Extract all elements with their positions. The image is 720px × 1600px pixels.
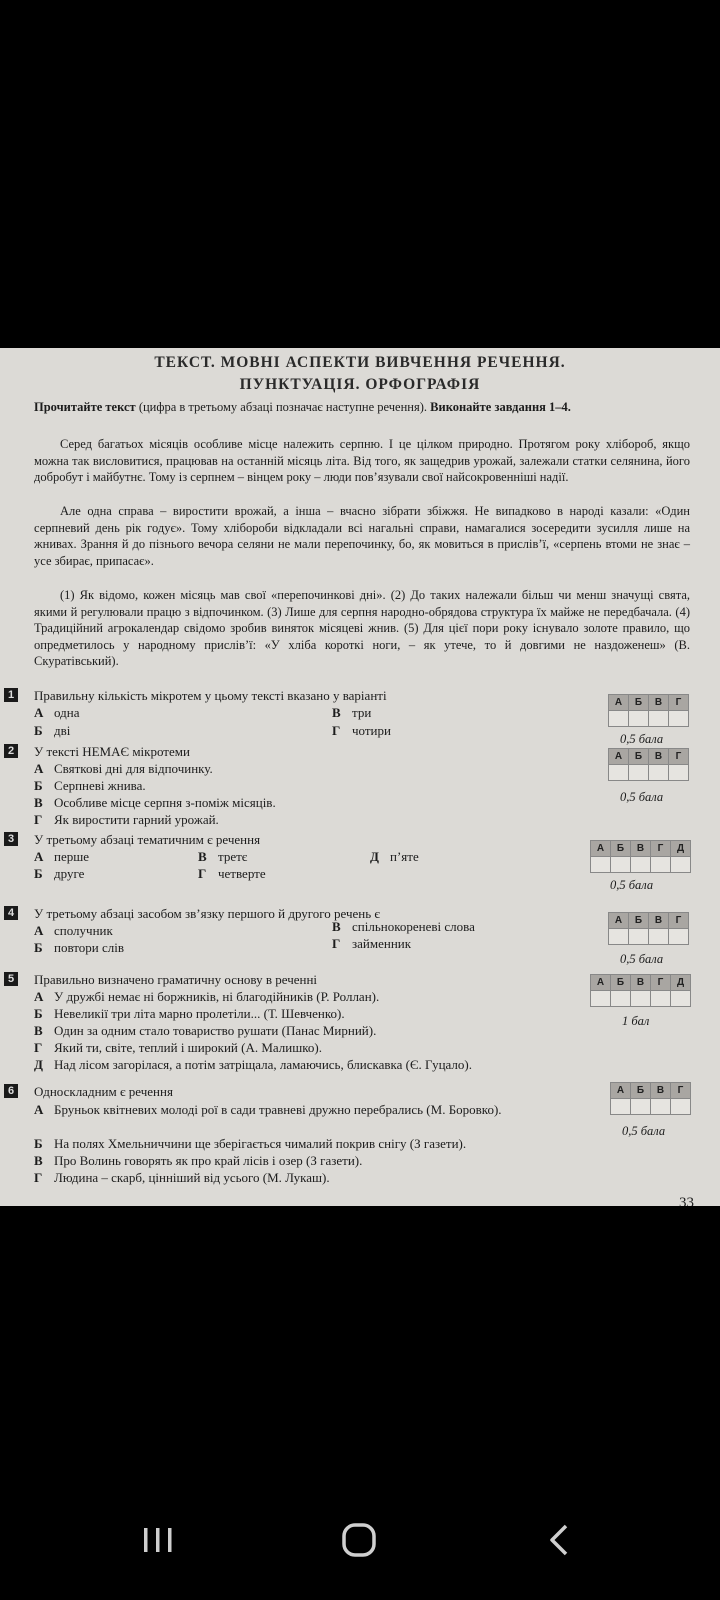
option-v: В третє (198, 849, 248, 864)
option-a: А одна (34, 705, 80, 720)
question-text: Односкладним є речення (34, 1084, 173, 1099)
option-b: Б Серпневі жнива. (34, 778, 146, 793)
option-a: А У дружбі немає ні боржників, ні благодійників (Р. Роллан). (34, 989, 380, 1004)
option-g: Г Як виростити гарний урожай. (34, 812, 219, 827)
answer-cell[interactable] (591, 991, 611, 1007)
answer-grid: А Б В Г (608, 912, 689, 945)
answer-grid: А Б В Г Д (590, 974, 691, 1007)
question-number: 6 (4, 1084, 18, 1098)
answer-cell[interactable] (671, 991, 691, 1007)
question-text: У третьому абзаці тематичним є речення (34, 832, 261, 847)
answer-cell[interactable] (669, 929, 689, 945)
answer-cell[interactable] (629, 711, 649, 727)
instructions: Прочитайте текст (цифра в третьому абзаці позначає наступне речення). Виконайте завдання 1–4. (34, 400, 571, 414)
option-a: А Бруньок квітневих молоді рої в сади травневі дружно перебрались (М. Боровко). (34, 1102, 502, 1117)
question-number: 2 (4, 744, 18, 758)
answer-cell[interactable] (651, 991, 671, 1007)
points: 0,5 бала (620, 790, 664, 804)
option-g: Г четверте (198, 866, 266, 881)
answer-cell[interactable] (671, 857, 691, 873)
answer-cell[interactable] (609, 929, 629, 945)
answer-cell[interactable] (631, 1099, 651, 1115)
option-a: А перше (34, 849, 90, 864)
option-b: Б друге (34, 866, 85, 881)
option-g: Г чотири (332, 723, 391, 738)
answer-grid: А Б В Г (608, 694, 689, 727)
question-number: 4 (4, 906, 18, 920)
answer-cell[interactable] (651, 857, 671, 873)
option-g: Г займенник (332, 936, 412, 951)
answer-cell[interactable] (629, 765, 649, 781)
points: 0,5 бала (620, 732, 664, 746)
text-paragraph-2: Але одна справа – виростити врожай, а інша – вчасно зібрати збіжжя. Не випадково в народі казали: «Один серпневий день рік годує». Тому хлібороби відкладали всі нагальні справи, намагалися зосередити зусилля лише на жнивах. Зрання й до пізнього вечора селяни не мали перепочинку, бо, як мовиться в прислів’ї, «серпень втоми не знає – усе збирає, припасає». (34, 504, 690, 568)
option-d: Д Над лісом загорілася, а потім затріщала, ламаючись, блискавка (Є. Гуцало). (34, 1057, 472, 1072)
answer-cell[interactable] (631, 991, 651, 1007)
answer-cell[interactable] (649, 765, 669, 781)
option-b: Б дві (34, 723, 71, 738)
question-text: У тексті НЕМАЄ мікротеми (34, 744, 190, 759)
points: 0,5 бала (622, 1124, 666, 1138)
question-text: Правильну кількість мікротем у цьому тексті вказано у варіанті (34, 688, 387, 703)
points: 1 бал (622, 1014, 650, 1028)
option-a: А Святкові дні для відпочинку. (34, 761, 213, 776)
points: 0,5 бала (610, 878, 654, 892)
option-v: В три (332, 705, 372, 720)
option-g: Г Який ти, світе, теплий і широкий (А. Малишко). (34, 1040, 322, 1055)
page-number: 33 (679, 1195, 694, 1206)
option-b: Б На полях Хмельниччини ще зберігається чималий покрив снігу (З газети). (34, 1136, 467, 1151)
text-paragraph-1: Серед багатьох місяців особливе місце належить серпню. І це цілком природно. Протягом року хлібороб, якщо можна так висловитися, працював на останній місяць літа. Від того, як защедрив урожай, залежали статки селянина, його добробут і майбутнє. Тому із серпнем – вінцем року – люди пов’язували свої найсокровенніші надії. (34, 437, 690, 484)
answer-cell[interactable] (669, 765, 689, 781)
question-number: 5 (4, 972, 18, 986)
option-a: А сполучник (34, 923, 113, 938)
option-b: Б Невеликії три літа марно пролетіли... (Т. Шевченко). (34, 1006, 345, 1021)
answer-cell[interactable] (649, 711, 669, 727)
answer-cell[interactable] (671, 1099, 691, 1115)
answer-cell[interactable] (611, 857, 631, 873)
answer-cell[interactable] (669, 711, 689, 727)
question-text: Правильно визначено граматичну основу в реченні (34, 972, 318, 987)
answer-cell[interactable] (611, 1099, 631, 1115)
answer-cell[interactable] (611, 991, 631, 1007)
answer-cell[interactable] (609, 765, 629, 781)
option-g: Г Людина – скарб, цінніший від усього (М. Лукаш). (34, 1170, 330, 1185)
question-text: У третьому абзаці засобом зв’язку першого й другого речень є (34, 906, 381, 921)
back-icon[interactable] (542, 1520, 582, 1560)
answer-grid: А Б В Г (610, 1082, 691, 1115)
option-v: В Один за одним стало товариство рушати (Панас Мирний). (34, 1023, 377, 1038)
answer-cell[interactable] (631, 857, 651, 873)
textbook-page (0, 348, 720, 1206)
recents-icon[interactable] (138, 1520, 178, 1560)
option-v: В Про Волинь говорять як про край лісів і озер (З газети). (34, 1153, 363, 1168)
option-v: В Особливе місце серпня з-поміж місяців. (34, 795, 276, 810)
question-number: 1 (4, 688, 18, 702)
answer-cell[interactable] (629, 929, 649, 945)
answer-grid: А Б В Г (608, 748, 689, 781)
home-icon[interactable] (340, 1520, 380, 1560)
answer-cell[interactable] (591, 857, 611, 873)
page-title: ТЕКСТ. МОВНІ АСПЕКТИ ВИВЧЕННЯ РЕЧЕННЯ. (154, 354, 566, 371)
answer-grid: А Б В Г Д (590, 840, 691, 873)
option-d: Д п’яте (370, 849, 419, 864)
text-paragraph-3: (1) Як відомо, кожен місяць мав свої «перепочинкові дні». (2) До таких належали більш чи менш значущі свята, якими й регулювали працю з відпочинком. (3) Лише для серпня народно-обрядова структура їх майже не передбачала. (4) Традиційний агрокалендар свідомо зробив виняток місяцеві жнив. (5) Для цієї пори року існувало золоте правило, що опредметилось у народному прислів’ї: «У хліба короткі ноги, – як утече, то й довгими не наздоженеш» (В. Скуратівський). (34, 588, 690, 668)
answer-cell[interactable] (609, 711, 629, 727)
points: 0,5 бала (620, 952, 664, 966)
answer-cell[interactable] (651, 1099, 671, 1115)
option-b: Б повтори слів (34, 940, 124, 955)
answer-cell[interactable] (649, 929, 669, 945)
option-v: В спільнокореневі слова (332, 919, 475, 934)
question-number: 3 (4, 832, 18, 846)
page-subtitle: ПУНКТУАЦІЯ. ОРФОГРАФІЯ (239, 376, 481, 393)
